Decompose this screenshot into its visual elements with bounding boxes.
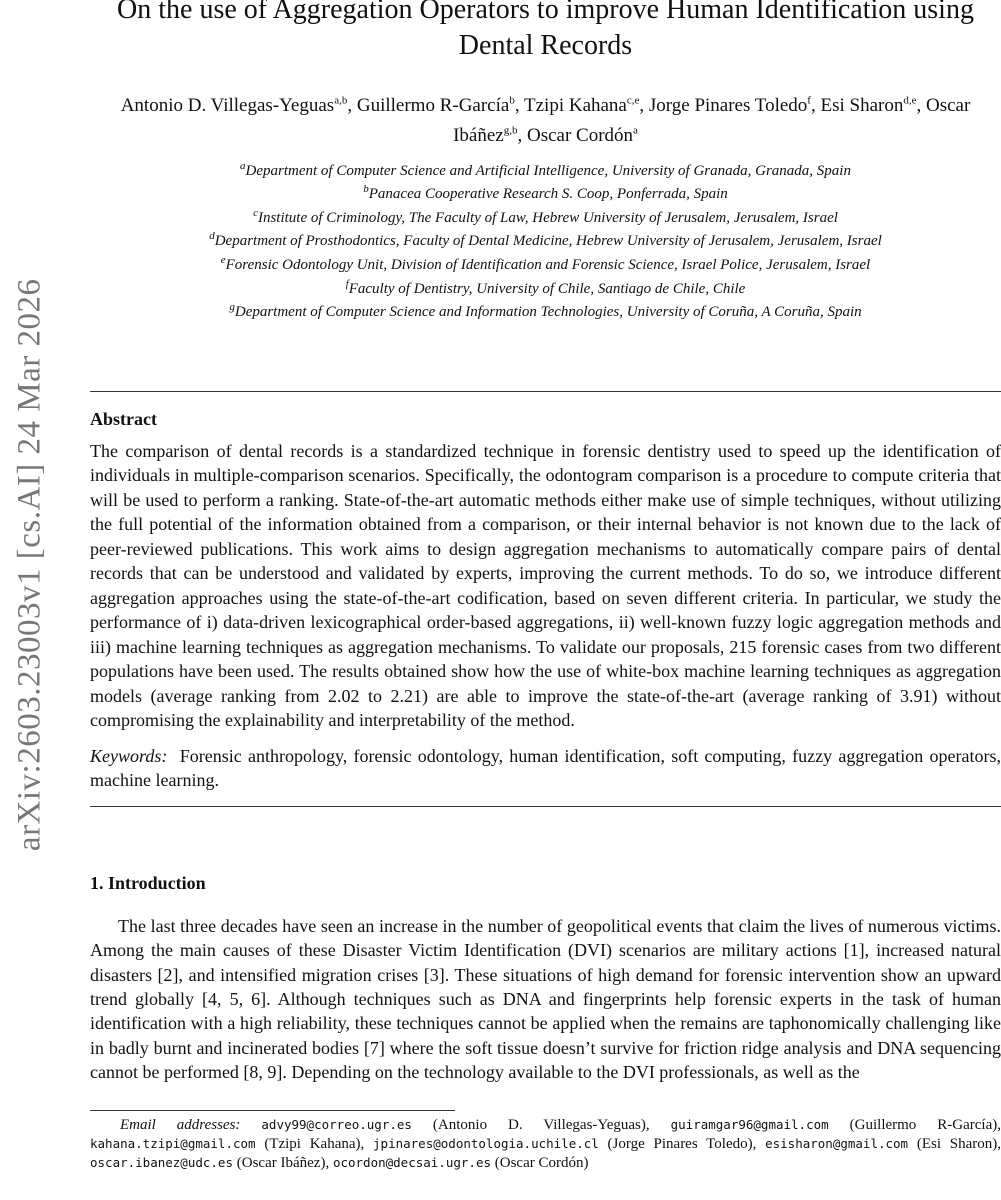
affiliation-mark: a [240, 159, 246, 172]
top-divider [90, 391, 1001, 392]
affiliation [90, 180, 1001, 204]
keywords-text: Forensic anthropology, forensic odontology, human identification, soft computing, fuzzy aggregation operators, machine learning. [90, 745, 1001, 791]
author-separator: , [810, 95, 821, 117]
author-affiliation-mark: d,e [903, 95, 917, 107]
email-link[interactable]: jpinares@odontologia.uchile.cl [373, 1135, 599, 1151]
affiliation-mark: d [209, 230, 215, 243]
author-name: Tzipi Kahana [524, 95, 627, 117]
introduction-text: The last three decades have seen an increase in the number of geopolitical events that claim the lives of numerous victims. Among the main causes of these Disaster Victim Identification (DVI) scenarios are military actions [1], increased natural disasters [2], and intensified migration crises [3]. These situations of high demand for forensic intervention show an upward trend globally [4, 5, 6]. Although techniques such as DNA and fingerprints help forensic experts in the task of human identification with a high reliability, these techniques cannot be applied when the remains are taphonomically challenging like in badly burnt and incinerated bodies [7] where the soft tissue doesn’t survive for friction ridge analysis and DNA sequencing cannot be performed [8, 9]. Depending on the technology available to the DVI professionals, as well as the [90, 915, 1001, 1083]
email-owner: (Antonio D. Villegas-Yeguas), [411, 1117, 671, 1133]
author-separator: , [916, 95, 926, 117]
affiliation [90, 204, 1001, 228]
affiliation-text: Faculty of Dentistry, University of Chile, Santiago de Chile, Chile [348, 280, 746, 297]
paper-page [90, 0, 1001, 1171]
affiliation-mark: b [363, 183, 369, 196]
author-name: Oscar Cordón [526, 124, 634, 146]
affiliation-mark: f [345, 277, 349, 290]
author-name: Guillermo R-García [356, 95, 510, 117]
affiliation-text: Department of Computer Science and Artificial Intelligence, University of Granada, Granada, Spain [245, 162, 851, 179]
affiliation [90, 157, 1001, 181]
email-owner: (Guillermo R-García), [828, 1117, 1001, 1133]
author-list [90, 89, 1001, 148]
footnote-label: Email addresses: [120, 1117, 241, 1133]
affiliation-mark: e [220, 254, 226, 267]
author-affiliation-mark: a,b [334, 95, 348, 107]
affiliation-list [90, 157, 1001, 322]
email-link[interactable]: advy99@correo.ugr.es [261, 1117, 412, 1132]
email-owner: (Oscar Ibáñez), [233, 1154, 333, 1171]
bottom-divider [90, 806, 1001, 807]
affiliation-text: Institute of Criminology, The Faculty of Law, Hebrew University of Jerusalem, Jerusalem, Israel [257, 209, 838, 226]
author [649, 95, 821, 116]
abstract-heading: Abstract [90, 408, 157, 429]
author-affiliation-mark: f [807, 95, 811, 107]
author [527, 125, 638, 146]
footnote-divider [90, 1110, 455, 1111]
email-link[interactable]: kahana.tzipi@gmail.com [90, 1135, 256, 1151]
author-name: Jorge Pinares Toledo [648, 95, 808, 117]
affiliation-mark: g [229, 301, 235, 314]
email-link[interactable]: ocordon@decsai.ugr.es [332, 1154, 491, 1170]
affiliation-text: Department of Computer Science and Information Technologies, University of Coruña, A Coruña, Spain [234, 304, 862, 321]
email-owner: (Esi Sharon), [908, 1135, 1001, 1152]
affiliation [90, 275, 1001, 299]
author-affiliation-mark: b [509, 95, 515, 107]
author-name: Oscar Ibáñez [453, 95, 971, 146]
keywords-label: Keywords: [90, 745, 168, 766]
affiliation [90, 227, 1001, 251]
author-affiliation-mark: a [633, 124, 638, 137]
affiliation-mark: c [253, 206, 258, 219]
author-separator: , [514, 95, 524, 117]
keywords [90, 744, 1001, 793]
arxiv-sidebar [0, 0, 60, 1200]
author-affiliation-mark: g,b [503, 124, 518, 137]
author-affiliation-mark: c,e [626, 95, 640, 107]
author-name: Antonio D. Villegas-Yeguas [120, 95, 335, 117]
paper-title: On the use of Aggregation Operators to improve Human Identification using Dental Records [117, 0, 974, 61]
author [357, 95, 524, 116]
author [820, 95, 926, 116]
email-owner: (Jorge Pinares Toledo), [598, 1135, 766, 1152]
affiliation-text: Department of Prosthodontics, Faculty of Dental Medicine, Hebrew University of Jerusalem, Jerusalem, Israel [214, 233, 882, 250]
author-separator: , [347, 95, 357, 117]
email-link[interactable]: esisharon@gmail.com [765, 1135, 909, 1151]
author-separator: , [517, 124, 527, 146]
author [524, 95, 649, 116]
affiliation [90, 251, 1001, 275]
affiliation-text: Forensic Odontology Unit, Division of Identification and Forensic Science, Israel Police, Jerusalem, Israel [225, 257, 871, 274]
author-name: Esi Sharon [820, 95, 904, 117]
abstract-text: The comparison of dental records is a standardized technique in forensic dentistry used to speed up the identification of individuals in multiple-comparison scenarios. Specifically, the odontogram comparison is a procedure to compute criteria that will be used to perform a ranking. State-of-the-art automatic methods either make use of simple techniques, without utilizing the full potential of the information obtained from a comparison, or their internal behavior is not known due to the lack of peer-reviewed publications. This work aims to design aggregation mechanisms to automatically compare pairs of dental records that can be understood and validated by experts, improving the current methods. To do so, we introduce different aggregation approaches using the state-of-the-art codification, based on seven different criteria. In particular, we study the performance of i) data-driven lexicographical order-based aggregations, ii) well-known fuzzy logic aggregation methods and iii) machine learning techniques as aggregation mechanisms. To validate our proposals, 215 forensic cases from two different populations have been used. The results obtained show how the use of white-box machine learning techniques as aggregation models (average ranking from 2.02 to 2.21) are able to improve the state-of-the-art (average ranking of 3.91) without compromising the explainability and interpretability of the method. [90, 440, 1001, 731]
author [121, 95, 357, 116]
author-separator: , [639, 95, 649, 117]
arxiv-identifier: arXiv:2603.23003v1 [cs.AI] 24 Mar 2026 [11, 278, 48, 852]
email-link[interactable]: guiramgar96@gmail.com [670, 1117, 829, 1132]
section-heading-introduction: 1. Introduction [90, 872, 206, 893]
email-owner: (Tzipi Kahana), [255, 1135, 374, 1152]
email-owner: (Oscar Cordón) [491, 1154, 589, 1171]
affiliation [90, 298, 1001, 322]
footnote-emails [90, 1116, 1001, 1172]
affiliation-text: Panacea Cooperative Research S. Coop, Ponferrada, Spain [368, 186, 728, 203]
email-link[interactable]: oscar.ibanez@udc.es [90, 1154, 233, 1170]
